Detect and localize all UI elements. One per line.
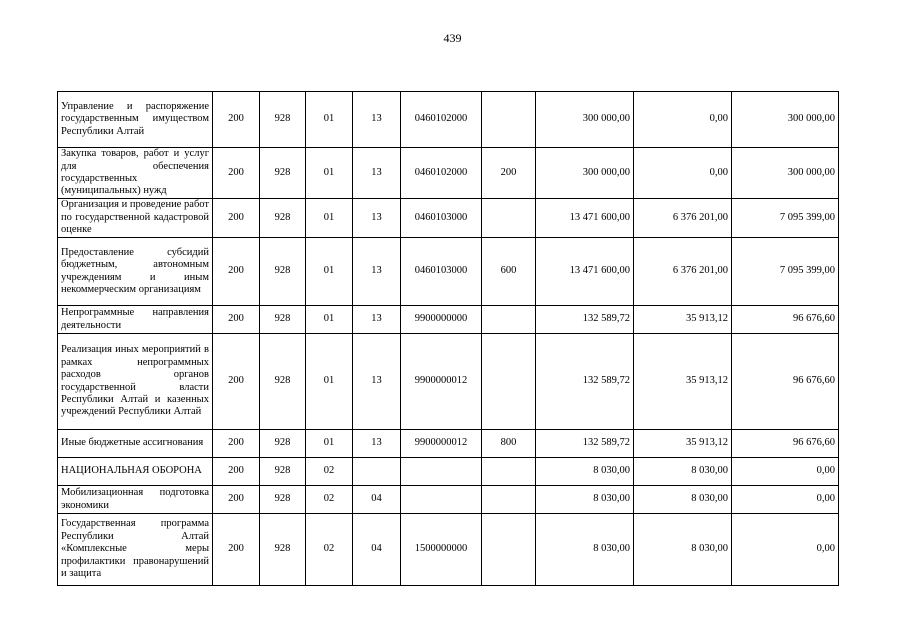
row-code-col2: 200 — [213, 430, 260, 458]
row-code-col3: 928 — [260, 148, 306, 199]
row-name: Непрограммные направления деятельности — [58, 306, 213, 334]
row-value-col8: 13 471 600,00 — [536, 199, 634, 238]
page-number: 439 — [443, 31, 462, 45]
row-name: Иные бюджетные ассигнования — [58, 430, 213, 458]
row-value-col8: 8 030,00 — [536, 486, 634, 514]
row-value-col9: 6 376 201,00 — [634, 238, 732, 306]
row-code-col5 — [353, 458, 401, 486]
row-code-col2: 200 — [213, 334, 260, 430]
row-value-col9: 0,00 — [634, 148, 732, 199]
row-code-col7 — [482, 458, 536, 486]
row-code-col5: 13 — [353, 430, 401, 458]
row-value-col10: 96 676,60 — [732, 334, 839, 430]
table-row — [58, 486, 839, 514]
row-code-col3: 928 — [260, 306, 306, 334]
row-code-col7 — [482, 92, 536, 148]
row-name: Государственная программа Республики Алтай «Комплексные меры профилактики правонарушений и защита — [58, 514, 213, 586]
row-value-col8: 132 589,72 — [536, 306, 634, 334]
row-code-col3: 928 — [260, 458, 306, 486]
row-code-col5: 13 — [353, 238, 401, 306]
row-code-col7: 800 — [482, 430, 536, 458]
row-code-col4: 02 — [306, 514, 353, 586]
row-code-col4: 02 — [306, 458, 353, 486]
row-code-col2: 200 — [213, 306, 260, 334]
row-code-col7 — [482, 199, 536, 238]
row-value-col8: 132 589,72 — [536, 334, 634, 430]
row-code-col2: 200 — [213, 238, 260, 306]
row-code-col3: 928 — [260, 92, 306, 148]
row-code-col6: 0460102000 — [401, 148, 482, 199]
row-name: Мобилизационная подготовка экономики — [58, 486, 213, 514]
row-value-col9: 8 030,00 — [634, 458, 732, 486]
row-code-col2: 200 — [213, 486, 260, 514]
row-code-col4: 01 — [306, 199, 353, 238]
budget-table — [57, 91, 839, 586]
row-code-col7: 600 — [482, 238, 536, 306]
row-code-col6: 9900000000 — [401, 306, 482, 334]
row-code-col6: 0460102000 — [401, 92, 482, 148]
row-code-col4: 01 — [306, 92, 353, 148]
row-code-col2: 200 — [213, 514, 260, 586]
row-code-col6: 0460103000 — [401, 238, 482, 306]
table-row — [58, 430, 839, 458]
row-name: Реализация иных мероприятий в рамках непрограммных расходов органов государственной власти Республики Алтай и казенных учреждений Республики Алтай — [58, 334, 213, 430]
row-code-col6 — [401, 458, 482, 486]
row-code-col4: 01 — [306, 238, 353, 306]
row-value-col8: 300 000,00 — [536, 92, 634, 148]
row-code-col2: 200 — [213, 148, 260, 199]
row-value-col10: 300 000,00 — [732, 148, 839, 199]
row-code-col5: 13 — [353, 199, 401, 238]
row-code-col7 — [482, 306, 536, 334]
row-name: Организация и проведение работ по государственной кадастровой оценке — [58, 199, 213, 238]
row-code-col6: 9900000012 — [401, 430, 482, 458]
row-value-col9: 35 913,12 — [634, 430, 732, 458]
row-code-col3: 928 — [260, 238, 306, 306]
row-name: Закупка товаров, работ и услуг для обеспечения государственных (муниципальных) нужд — [58, 148, 213, 199]
row-code-col3: 928 — [260, 514, 306, 586]
row-value-col8: 8 030,00 — [536, 458, 634, 486]
row-code-col4: 01 — [306, 148, 353, 199]
row-value-col8: 8 030,00 — [536, 514, 634, 586]
row-value-col10: 0,00 — [732, 514, 839, 586]
row-code-col3: 928 — [260, 430, 306, 458]
row-code-col5: 13 — [353, 334, 401, 430]
row-code-col6 — [401, 486, 482, 514]
row-code-col4: 01 — [306, 430, 353, 458]
row-value-col10: 96 676,60 — [732, 306, 839, 334]
row-code-col7: 200 — [482, 148, 536, 199]
table-row — [58, 92, 839, 148]
row-value-col10: 300 000,00 — [732, 92, 839, 148]
row-code-col5: 13 — [353, 306, 401, 334]
row-code-col2: 200 — [213, 92, 260, 148]
row-value-col9: 8 030,00 — [634, 514, 732, 586]
row-code-col4: 02 — [306, 486, 353, 514]
row-value-col9: 35 913,12 — [634, 334, 732, 430]
row-code-col4: 01 — [306, 334, 353, 430]
row-name: Управление и распоряжение государственным имуществом Республики Алтай — [58, 92, 213, 148]
row-code-col6: 9900000012 — [401, 334, 482, 430]
row-code-col7 — [482, 514, 536, 586]
row-code-col5: 13 — [353, 148, 401, 199]
row-value-col10: 96 676,60 — [732, 430, 839, 458]
row-value-col9: 0,00 — [634, 92, 732, 148]
table-row — [58, 458, 839, 486]
row-value-col8: 132 589,72 — [536, 430, 634, 458]
row-code-col6: 1500000000 — [401, 514, 482, 586]
row-code-col6: 0460103000 — [401, 199, 482, 238]
row-value-col9: 8 030,00 — [634, 486, 732, 514]
row-code-col4: 01 — [306, 306, 353, 334]
row-code-col5: 04 — [353, 486, 401, 514]
row-code-col5: 13 — [353, 92, 401, 148]
row-code-col3: 928 — [260, 334, 306, 430]
table-row — [58, 199, 839, 238]
row-code-col2: 200 — [213, 199, 260, 238]
row-code-col3: 928 — [260, 199, 306, 238]
row-code-col5: 04 — [353, 514, 401, 586]
row-value-col10: 7 095 399,00 — [732, 238, 839, 306]
table-row — [58, 148, 839, 199]
table-row — [58, 334, 839, 430]
row-value-col10: 7 095 399,00 — [732, 199, 839, 238]
row-value-col8: 13 471 600,00 — [536, 238, 634, 306]
row-value-col8: 300 000,00 — [536, 148, 634, 199]
row-code-col7 — [482, 334, 536, 430]
row-code-col2: 200 — [213, 458, 260, 486]
row-value-col9: 6 376 201,00 — [634, 199, 732, 238]
table-row — [58, 306, 839, 334]
row-name: НАЦИОНАЛЬНАЯ ОБОРОНА — [58, 458, 213, 486]
row-value-col10: 0,00 — [732, 486, 839, 514]
table-row — [58, 238, 839, 306]
row-code-col3: 928 — [260, 486, 306, 514]
row-value-col10: 0,00 — [732, 458, 839, 486]
row-code-col7 — [482, 486, 536, 514]
table-row — [58, 514, 839, 586]
row-name: Предоставление субсидий бюджетным, автономным учреждениям и иным некоммерческим организациям — [58, 238, 213, 306]
row-value-col9: 35 913,12 — [634, 306, 732, 334]
